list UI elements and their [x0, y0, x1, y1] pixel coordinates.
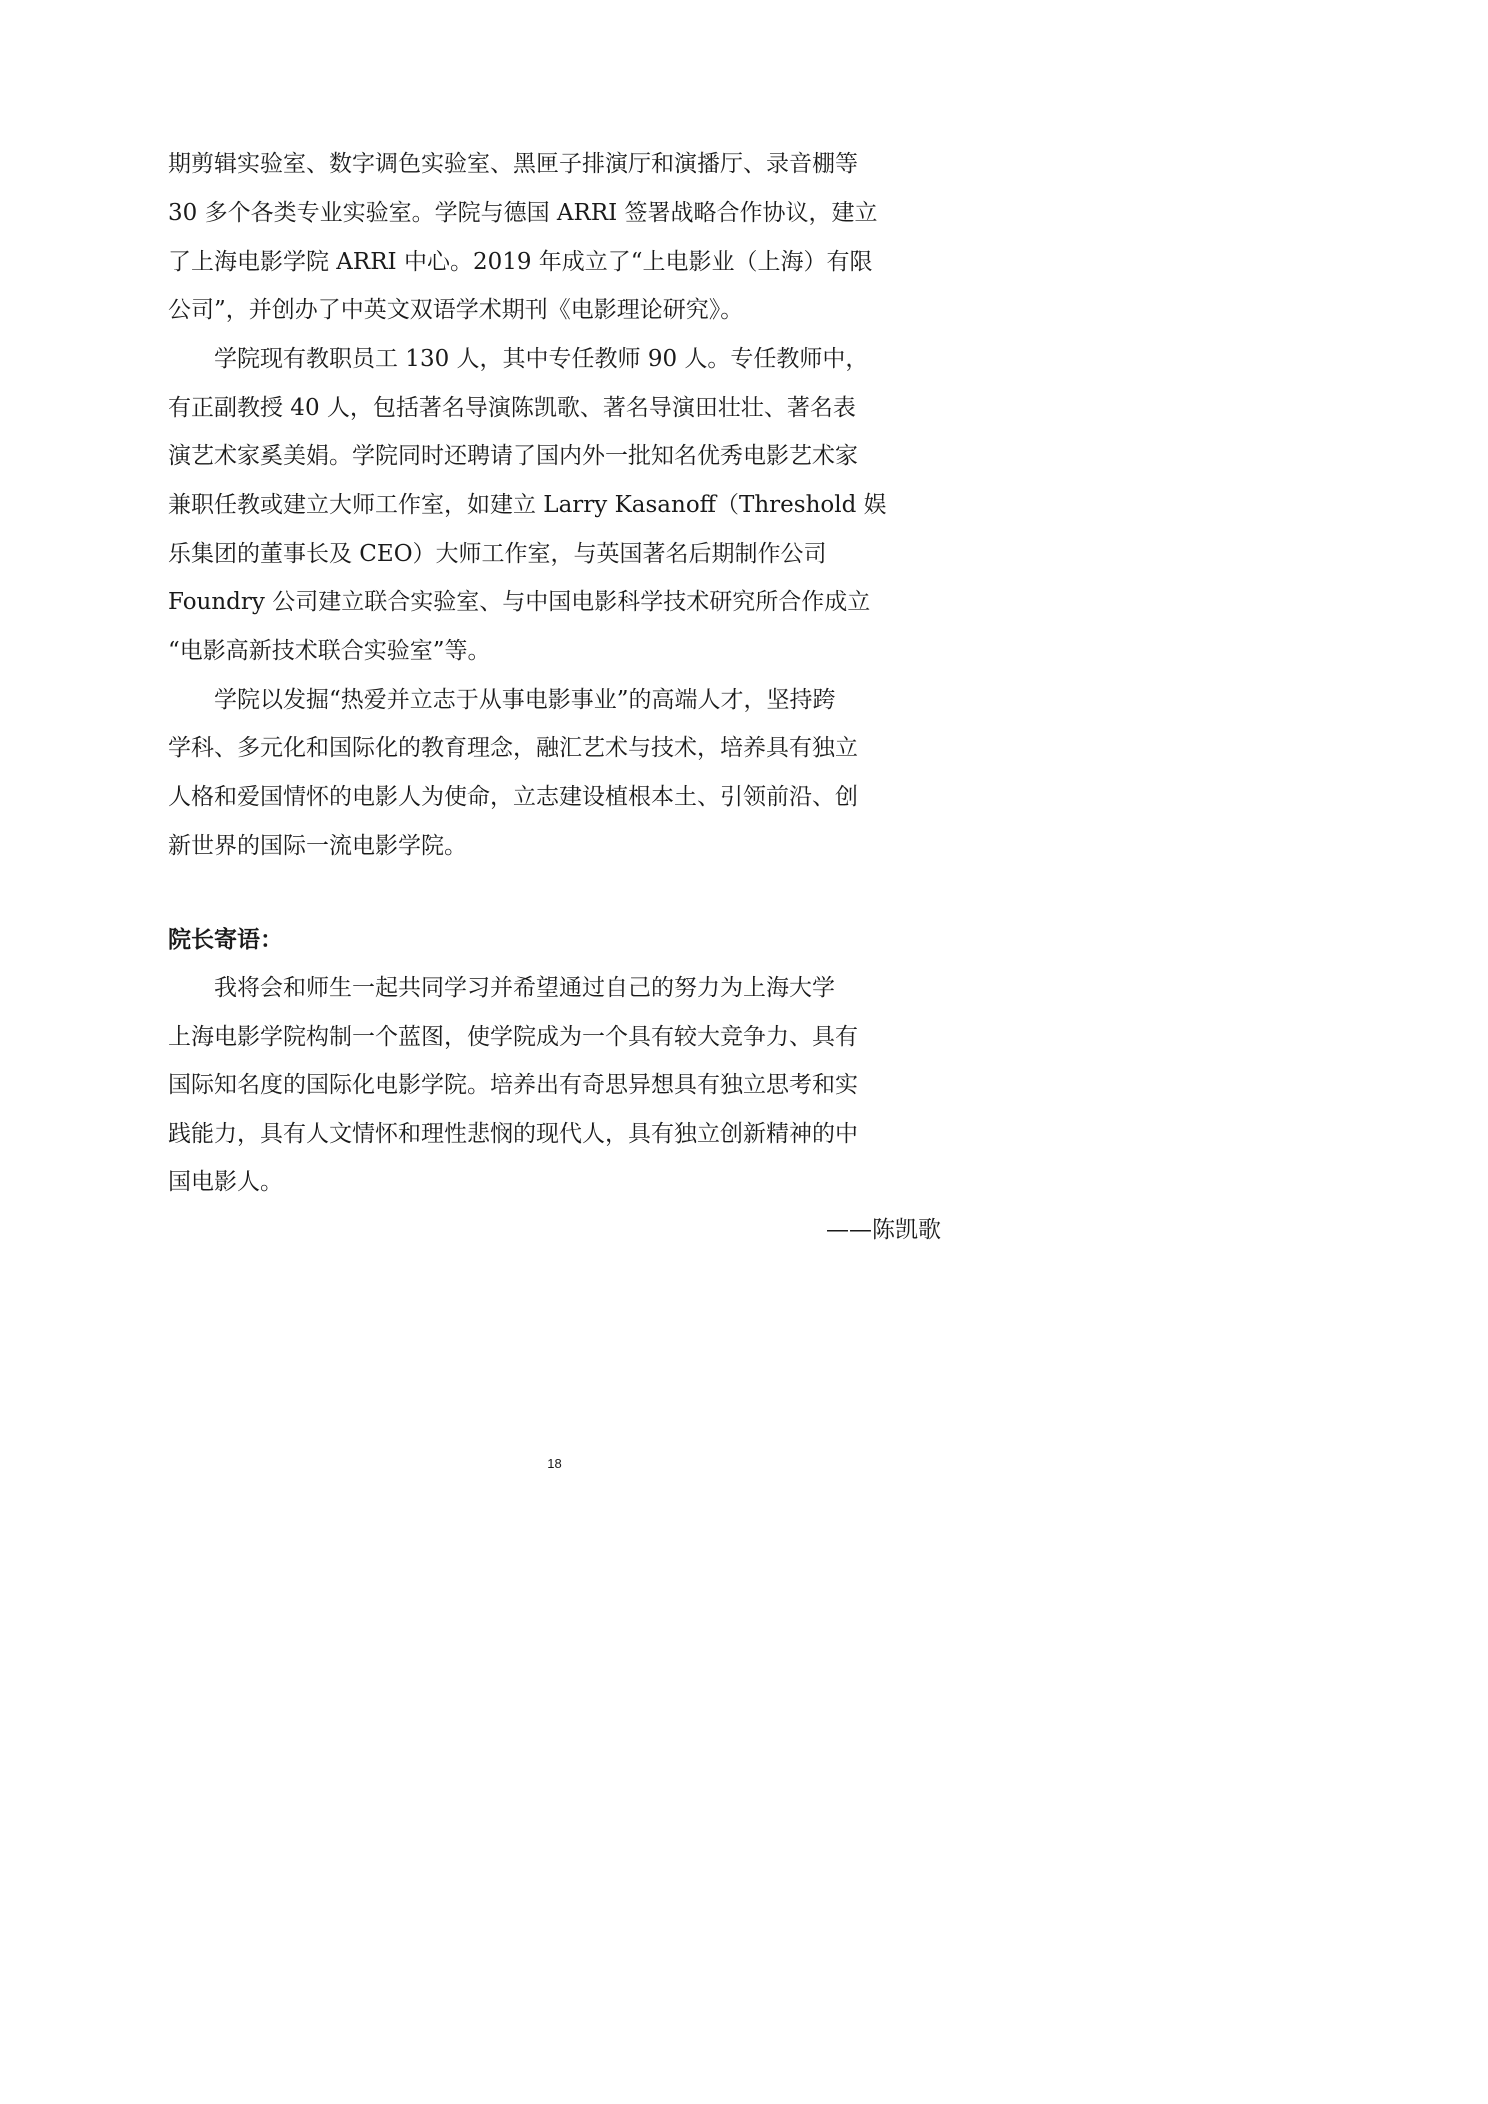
body-text-line: 兼职任教或建立大师工作室，如建立 Larry Kasanoff（Threshold 娱: [168, 492, 887, 518]
page-number: 18: [547, 1456, 562, 1471]
body-text-line: 30 多个各类专业实验室。学院与德国 ARRI 签署战略合作协议，建立: [168, 200, 878, 226]
body-text-line: 新世界的国际一流电影学院。: [168, 833, 467, 859]
message-text-line: 践能力，具有人文情怀和理性悲悯的现代人，具有独立创新精神的中: [168, 1121, 858, 1147]
message-text-line: 国际知名度的国际化电影学院。培养出有奇思异想具有独立思考和实: [168, 1072, 858, 1098]
body-text-line: 学科、多元化和国际化的教育理念，融汇艺术与技术，培养具有独立: [168, 735, 858, 761]
body-text-line: 了上海电影学院 ARRI 中心。2019 年成立了“上电影业（上海）有限: [168, 249, 873, 275]
message-text-line: 我将会和师生一起共同学习并希望通过自己的努力为上海大学: [168, 975, 835, 1001]
body-text-line: 演艺术家奚美娟。学院同时还聘请了国内外一批知名优秀电影艺术家: [168, 443, 858, 469]
body-text-line: 公司”，并创办了中英文双语学术期刊《电影理论研究》。: [168, 297, 744, 323]
body-text-line: 学院以发掘“热爱并立志于从事电影事业”的高端人才，坚持跨: [168, 687, 836, 713]
message-text-line: 国电影人。: [168, 1169, 283, 1195]
body-text-line: 有正副教授 40 人，包括著名导演陈凯歌、著名导演田壮壮、著名表: [168, 395, 856, 421]
section-heading: 院长寄语：: [168, 927, 283, 953]
body-text-line: 学院现有教职员工 130 人，其中专任教师 90 人。专任教师中，: [168, 346, 869, 372]
body-text-line: 乐集团的董事长及 CEO）大师工作室，与英国著名后期制作公司: [168, 541, 827, 567]
body-text-line: 期剪辑实验室、数字调色实验室、黑匣子排演厅和演播厅、录音棚等: [168, 151, 858, 177]
signature: ——陈凯歌: [826, 1217, 941, 1243]
message-text-line: 上海电影学院构制一个蓝图，使学院成为一个具有较大竞争力、具有: [168, 1024, 858, 1050]
body-text-line: Foundry 公司建立联合实验室、与中国电影科学技术研究所合作成立: [168, 589, 871, 615]
body-text-line: 人格和爱国情怀的电影人为使命，立志建设植根本土、引领前沿、创: [168, 784, 858, 810]
body-text-line: “电影高新技术联合实验室”等。: [168, 638, 491, 664]
